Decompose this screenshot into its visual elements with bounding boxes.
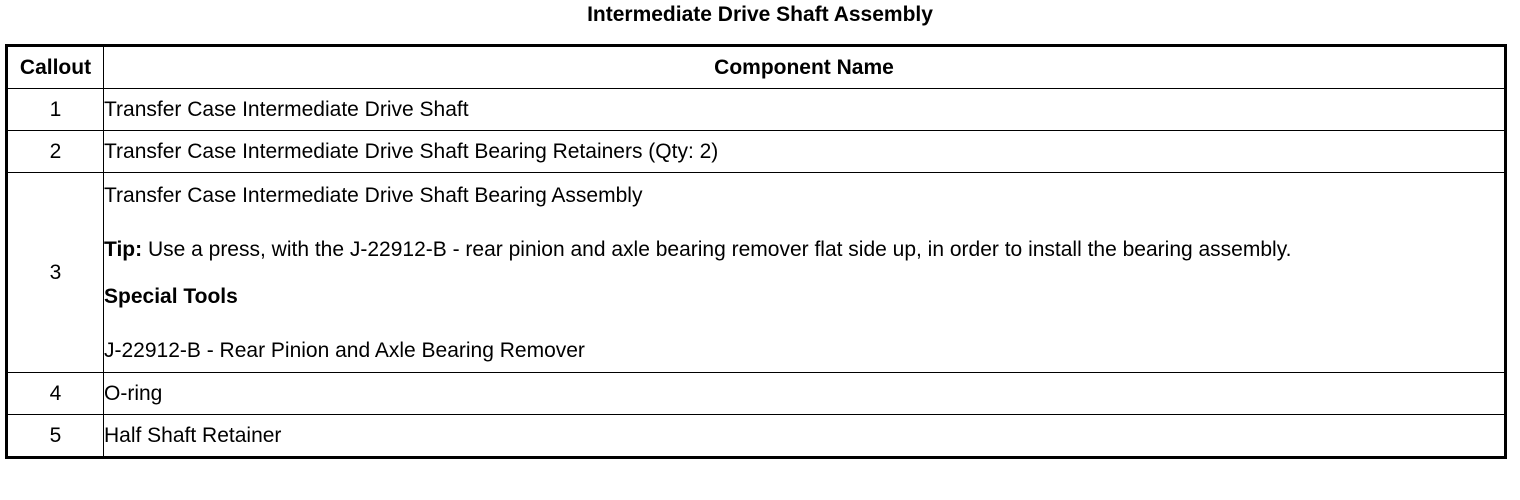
component-detail-cell	[104, 173, 1506, 373]
callout-column-header: Callout	[7, 46, 104, 89]
tip-note	[104, 235, 1504, 265]
table-row	[7, 131, 1506, 173]
table-row	[7, 373, 1506, 415]
tip-label: Tip:	[104, 238, 143, 261]
callout-number: 1	[7, 89, 104, 131]
component-name: O-ring	[104, 373, 1506, 415]
component-name: Transfer Case Intermediate Drive Shaft	[104, 89, 1506, 131]
component-name: Transfer Case Intermediate Drive Shaft Bearing Assembly	[104, 184, 643, 207]
table-row	[7, 415, 1506, 458]
special-tool-item: J-22912-B - Rear Pinion and Axle Bearing Remover	[104, 339, 585, 362]
table-row	[7, 173, 1506, 373]
component-table	[5, 44, 1507, 459]
callout-number: 4	[7, 373, 104, 415]
special-tools-heading: Special Tools	[104, 285, 238, 308]
component-name: Transfer Case Intermediate Drive Shaft Bearing Retainers (Qty: 2)	[104, 131, 1506, 173]
callout-number: 5	[7, 415, 104, 458]
page-title: Intermediate Drive Shaft Assembly	[587, 3, 933, 26]
table-row	[7, 89, 1506, 131]
component-name: Half Shaft Retainer	[104, 415, 1506, 458]
callout-number: 3	[7, 173, 104, 373]
component-name-column-header: Component Name	[104, 46, 1506, 89]
tip-text: Use a press, with the J-22912-B - rear pinion and axle bearing remover flat side up, in order to install the bearing assembly.	[142, 238, 1292, 261]
table-header-row	[7, 46, 1506, 89]
callout-number: 2	[7, 131, 104, 173]
